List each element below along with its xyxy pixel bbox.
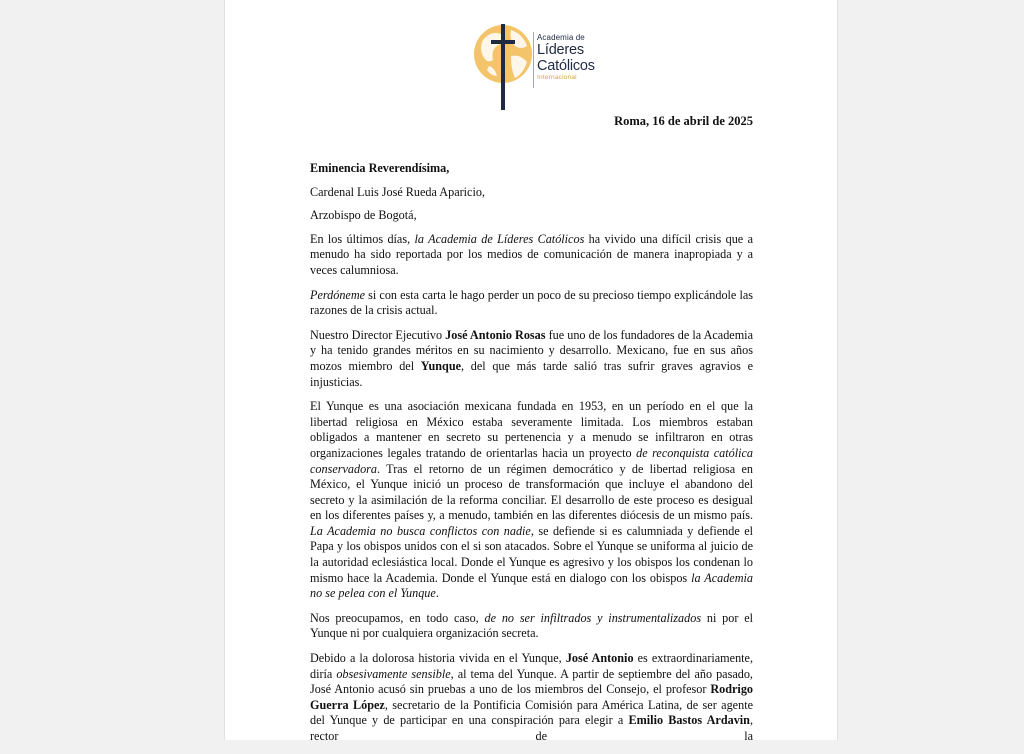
paragraph-3: [310, 328, 753, 390]
p6-text-b: José Antonio: [565, 651, 634, 666]
p3-text-e: , del que más tarde salió tras sufrir graves agravios e injusticias.: [310, 358, 753, 389]
p2-text-a: Perdóneme: [310, 287, 366, 302]
p4-text-c: . Tras el retorno de un régimen democrático y de libertad religiosa en México, el Yunque inició un proceso de transformación que incluye el abandono del secreto y la asimilación de la reforma conciliar. El desarrollo de este proceso es desigual en los diferentes países y, a menudo, también en las diferentes diócesis de un mismo país.: [310, 461, 753, 523]
letter-body: [310, 161, 753, 754]
letterhead-line-2: Líderes: [537, 42, 584, 58]
recipient-title: Arzobispo de Bogotá,: [310, 208, 417, 223]
p6-text-f: Rodrigo Guerra López: [310, 682, 753, 712]
p6-text-d: obsesivamente sensible: [336, 666, 451, 681]
p4-text-d: La Academia no busca conflictos con nadie: [310, 523, 531, 538]
p4-text-f: la Academia no se pelea con el Yunque: [310, 570, 753, 601]
paragraph-2: [310, 288, 753, 319]
paragraph-5: [310, 611, 753, 642]
p6-text-c: es extraordinariamente, diría: [310, 651, 754, 681]
p6-text-g: , secretario de la Pontificia Comisión para América Latina, de ser agente del Yunque y de participar en una conspiración para elegir a: [310, 697, 753, 728]
p3-text-c: fue uno de los fundadores de la Academia y ha tenido grandes méritos en su nacimiento y desarrollo. Mexicano, fue en sus años mozos miembro del: [310, 327, 753, 373]
logo-divider: [533, 32, 534, 88]
p4-text-a: El Yunque es una asociación mexicana fundada en 1953, en un período en el que la libertad religiosa en México estaba severamente limitada. Los miembros estaban obligados a mantener en secreto su pertenencia y a menudo se infiltraron en otras organizaciones legales tratando de orientarlas hacia un proyecto: [310, 399, 753, 460]
p4-text-e: , se defiende si es calumniada y defiende el Papa y los obispos unidos con el si son atacados. Sobre el Yunque se uniforma al juicio de la autoridad eclesiástica local. Donde el Yunque es agresivo y los obispos los condenan lo mismo hace la Academia. Donde el Yunque está en dialogo con los obispos: [310, 523, 753, 585]
p6-text-e: , al tema del Yunque. A partir de septiembre del año pasado, José Antonio acusó sin pruebas a uno de los miembros del Consejo, el profesor: [310, 666, 753, 697]
p1-text-a: En los últimos días,: [310, 231, 415, 246]
p5-text-c: ni por el Yunque ni por cualquiera organización secreta.: [310, 610, 753, 641]
p6-text-h: Emilio Bastos Ardavin: [628, 713, 750, 728]
letterhead-line-3: Católicos: [537, 57, 595, 74]
p1-text-b: la Academia de Líderes Católicos: [414, 231, 585, 246]
salutation: [310, 161, 753, 177]
p3-text-b: José Antonio Rosas: [445, 327, 546, 342]
p5-text-a: Nos preocupamos, en todo caso,: [310, 610, 485, 625]
recipient-name: Cardenal Luis José Rueda Aparicio,: [310, 184, 485, 199]
p6-text-i: , rector de la: [310, 713, 753, 743]
letter-page: [224, 0, 838, 743]
p4-text-b: de reconquista católica conservadora: [310, 445, 754, 476]
salutation-text: Eminencia Reverendísima,: [310, 161, 450, 175]
p5-text-b: de no ser infiltrados y instrumentalizados: [484, 610, 702, 625]
letterhead: [537, 34, 617, 82]
p3-text-a: Nuestro Director Ejecutivo: [310, 327, 446, 342]
p6-text-a: Debido a la dolorosa historia vivida en el Yunque,: [310, 651, 566, 666]
paragraph-4: [310, 399, 753, 602]
p1-text-c: ha vivido una difícil crisis que a menudo ha sido reportada por los medios de comunicación de manera inapropiada y a veces calumniosa.: [310, 231, 753, 277]
paragraph-1: [310, 232, 753, 279]
letter-date: Roma, 16 de abril de 2025: [614, 114, 753, 128]
p4-text-g: .: [435, 586, 439, 601]
letterhead-line-1: Academia de: [537, 33, 585, 42]
paragraph-6: [310, 651, 753, 745]
p3-text-d: Yunque: [420, 358, 462, 373]
letterhead-line-4: Internacional: [537, 74, 577, 81]
p2-text-b: si con esta carta le hago perder un poco de su precioso tiempo explicándole las razones de la crisis actual.: [310, 287, 753, 318]
